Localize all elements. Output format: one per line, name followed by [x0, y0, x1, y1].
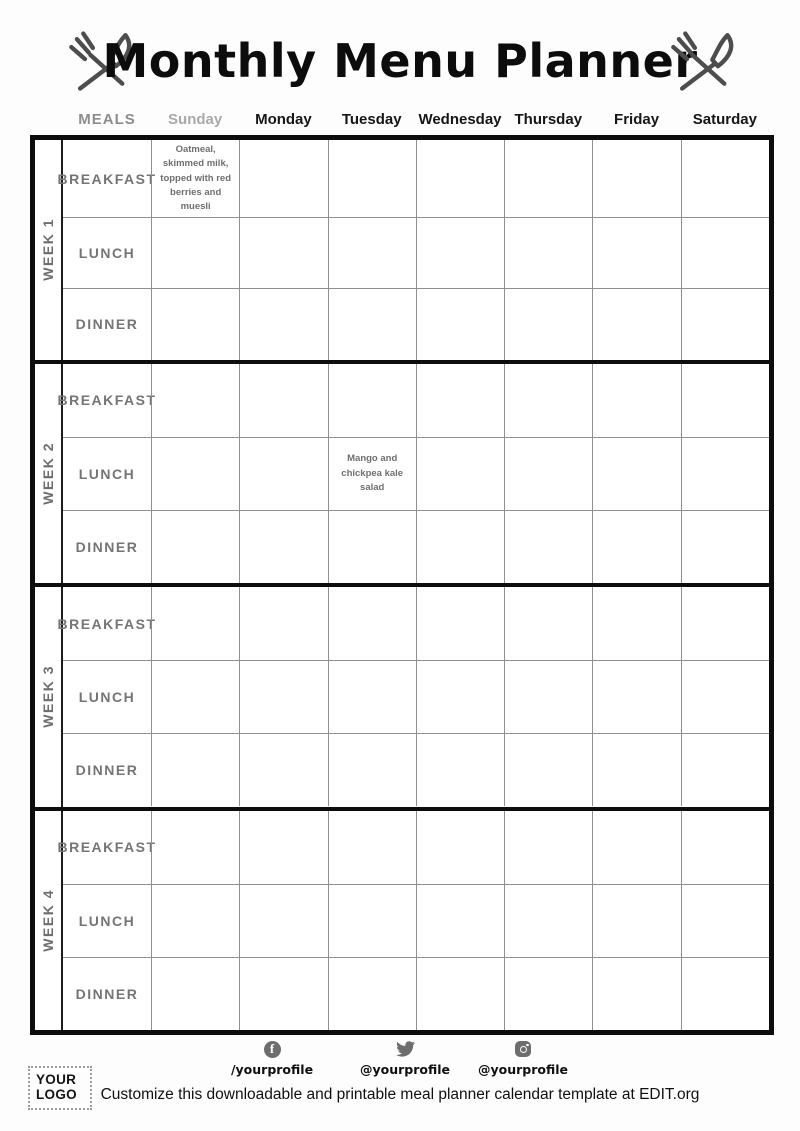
instagram-icon — [458, 1040, 588, 1058]
menu-cell-week-2-dinner-tuesday[interactable] — [328, 510, 416, 583]
menu-cell-week-1-breakfast-thursday[interactable] — [504, 140, 592, 217]
week-3-dinner-row-label: DINNER — [63, 733, 151, 806]
week-2-dinner-row-label: DINNER — [63, 510, 151, 583]
menu-cell-week-2-lunch-wednesday[interactable] — [416, 437, 504, 510]
menu-cell-week-4-dinner-sunday[interactable] — [151, 957, 239, 1030]
menu-cell-week-1-dinner-monday[interactable] — [239, 288, 327, 359]
menu-cell-week-1-breakfast-sunday[interactable] — [151, 140, 239, 217]
menu-cell-week-4-dinner-friday[interactable] — [592, 957, 680, 1030]
week-1-breakfast-row-label: BREAKFAST — [57, 170, 157, 187]
menu-cell-week-4-dinner-saturday[interactable] — [681, 957, 769, 1030]
day-header-monday: Monday — [255, 111, 312, 128]
menu-cell-week-4-breakfast-thursday[interactable] — [504, 811, 592, 884]
your-logo-placeholder[interactable]: YOUR LOGO — [28, 1066, 92, 1110]
menu-cell-week-4-lunch-friday[interactable] — [592, 884, 680, 957]
menu-cell-week-3-lunch-saturday[interactable] — [681, 660, 769, 733]
menu-cell-week-2-breakfast-wednesday[interactable] — [416, 364, 504, 437]
menu-cell-week-2-dinner-thursday[interactable] — [504, 510, 592, 583]
menu-cell-week-2-lunch-friday[interactable] — [592, 437, 680, 510]
menu-cell-week-4-lunch-saturday[interactable] — [681, 884, 769, 957]
menu-cell-week-2-breakfast-sunday[interactable] — [151, 364, 239, 437]
menu-cell-week-3-lunch-wednesday[interactable] — [416, 660, 504, 733]
week-2-section — [35, 360, 769, 584]
menu-cell-week-1-breakfast-saturday[interactable] — [681, 140, 769, 217]
menu-cell-week-1-lunch-friday[interactable] — [592, 217, 680, 288]
menu-cell-week-2-breakfast-thursday[interactable] — [504, 364, 592, 437]
week-4-lunch-row-label: LUNCH — [63, 884, 151, 957]
menu-cell-week-1-breakfast-friday[interactable] — [592, 140, 680, 217]
instagram-profile-group — [458, 1040, 588, 1077]
week-4-dinner-row-label: DINNER — [63, 957, 151, 1030]
menu-cell-week-3-lunch-thursday[interactable] — [504, 660, 592, 733]
menu-cell-week-4-breakfast-monday[interactable] — [239, 811, 327, 884]
menu-cell-week-1-lunch-wednesday[interactable] — [416, 217, 504, 288]
knife-handle — [682, 64, 715, 89]
menu-cell-week-4-lunch-sunday[interactable] — [151, 884, 239, 957]
menu-planner-table — [30, 135, 774, 1035]
menu-cell-week-1-dinner-tuesday[interactable] — [328, 288, 416, 359]
page-title: Monthly Menu Planner — [102, 34, 698, 88]
menu-cell-week-4-breakfast-friday[interactable] — [592, 811, 680, 884]
menu-cell-week-3-lunch-monday[interactable] — [239, 660, 327, 733]
menu-cell-week-3-dinner-sunday[interactable] — [151, 733, 239, 806]
menu-cell-week-2-dinner-wednesday[interactable] — [416, 510, 504, 583]
menu-cell-week-3-breakfast-tuesday[interactable] — [328, 587, 416, 660]
menu-cell-week-1-breakfast-monday[interactable] — [239, 140, 327, 217]
week-2-breakfast-row-label: BREAKFAST — [57, 392, 157, 409]
week-3-label: WEEK 3 — [40, 665, 56, 729]
menu-entry-text: Oatmeal, skimmed milk, topped with red berries and muesli — [160, 144, 231, 212]
week-2-grid — [57, 364, 769, 584]
footer-caption: Customize this downloadable and printable meal planner calendar template at EDIT.org — [100, 1086, 700, 1103]
week-4-grid — [57, 811, 769, 1031]
week-1-grid — [57, 140, 769, 360]
menu-cell-week-3-dinner-friday[interactable] — [592, 733, 680, 806]
menu-cell-week-3-breakfast-saturday[interactable] — [681, 587, 769, 660]
twitter-icon — [340, 1040, 470, 1058]
menu-cell-week-1-lunch-tuesday[interactable] — [328, 217, 416, 288]
menu-cell-week-1-dinner-sunday[interactable] — [151, 288, 239, 359]
meals-column-header: MEALS — [78, 111, 136, 128]
menu-cell-week-3-dinner-tuesday[interactable] — [328, 733, 416, 806]
menu-cell-week-3-dinner-wednesday[interactable] — [416, 733, 504, 806]
menu-cell-week-2-breakfast-monday[interactable] — [239, 364, 327, 437]
week-1-dinner-row-label: DINNER — [63, 288, 151, 359]
day-header-tuesday: Tuesday — [341, 111, 402, 128]
menu-cell-week-4-lunch-monday[interactable] — [239, 884, 327, 957]
menu-cell-week-1-dinner-friday[interactable] — [592, 288, 680, 359]
menu-cell-week-4-lunch-tuesday[interactable] — [328, 884, 416, 957]
menu-cell-week-1-lunch-monday[interactable] — [239, 217, 327, 288]
menu-cell-week-2-lunch-saturday[interactable] — [681, 437, 769, 510]
menu-cell-week-4-lunch-thursday[interactable] — [504, 884, 592, 957]
menu-cell-week-2-breakfast-tuesday[interactable] — [328, 364, 416, 437]
menu-cell-week-2-breakfast-friday[interactable] — [592, 364, 680, 437]
menu-cell-week-1-lunch-saturday[interactable] — [681, 217, 769, 288]
menu-cell-week-3-breakfast-thursday[interactable] — [504, 587, 592, 660]
day-header-thursday: Thursday — [514, 111, 583, 128]
week-3-breakfast-row-label: BREAKFAST — [57, 615, 157, 632]
menu-cell-week-3-lunch-tuesday[interactable] — [328, 660, 416, 733]
menu-cell-week-3-dinner-saturday[interactable] — [681, 733, 769, 806]
day-header-friday: Friday — [614, 111, 660, 128]
facebook-icon: f — [207, 1040, 337, 1058]
menu-cell-week-2-lunch-tuesday[interactable] — [328, 437, 416, 510]
week-3-grid — [57, 587, 769, 807]
week-4-section — [35, 807, 769, 1031]
menu-cell-week-3-breakfast-sunday[interactable] — [151, 587, 239, 660]
week-4-label: WEEK 4 — [40, 888, 56, 952]
menu-cell-week-3-lunch-friday[interactable] — [592, 660, 680, 733]
menu-cell-week-4-breakfast-saturday[interactable] — [681, 811, 769, 884]
menu-cell-week-3-lunch-sunday[interactable] — [151, 660, 239, 733]
day-header-wednesday: Wednesday — [418, 111, 502, 128]
week-2-lunch-row-label: LUNCH — [63, 437, 151, 510]
menu-cell-week-1-lunch-thursday[interactable] — [504, 217, 592, 288]
menu-cell-week-4-dinner-monday[interactable] — [239, 957, 327, 1030]
menu-cell-week-3-breakfast-wednesday[interactable] — [416, 587, 504, 660]
twitter-profile-group — [340, 1040, 470, 1077]
twitter-handle[interactable]: @yourprofile — [359, 1062, 451, 1077]
menu-cell-week-4-lunch-wednesday[interactable] — [416, 884, 504, 957]
menu-cell-week-1-dinner-wednesday[interactable] — [416, 288, 504, 359]
menu-cell-week-4-breakfast-wednesday[interactable] — [416, 811, 504, 884]
menu-cell-week-2-lunch-thursday[interactable] — [504, 437, 592, 510]
menu-cell-week-2-dinner-saturday[interactable] — [681, 510, 769, 583]
menu-cell-week-3-dinner-thursday[interactable] — [504, 733, 592, 806]
menu-cell-week-2-dinner-sunday[interactable] — [151, 510, 239, 583]
week-4-breakfast-row-label: BREAKFAST — [57, 839, 157, 856]
crossed-fork-knife-icon — [662, 28, 742, 98]
menu-cell-week-4-breakfast-sunday[interactable] — [151, 811, 239, 884]
week-1-lunch-row-label: LUNCH — [63, 217, 151, 288]
facebook-handle[interactable]: /yourprofile — [230, 1062, 314, 1077]
menu-cell-week-4-breakfast-tuesday[interactable] — [328, 811, 416, 884]
menu-cell-week-1-breakfast-tuesday[interactable] — [328, 140, 416, 217]
menu-entry-text: Mango and chickpea kale salad — [341, 453, 404, 493]
week-3-section — [35, 583, 769, 807]
week-1-label: WEEK 1 — [40, 218, 56, 282]
menu-cell-week-4-dinner-thursday[interactable] — [504, 957, 592, 1030]
menu-cell-week-2-lunch-monday[interactable] — [239, 437, 327, 510]
menu-cell-week-1-breakfast-wednesday[interactable] — [416, 140, 504, 217]
week-2-label: WEEK 2 — [40, 441, 56, 505]
menu-cell-week-1-lunch-sunday[interactable] — [151, 217, 239, 288]
menu-cell-week-2-breakfast-saturday[interactable] — [681, 364, 769, 437]
menu-cell-week-1-dinner-thursday[interactable] — [504, 288, 592, 359]
instagram-handle[interactable]: @yourprofile — [477, 1062, 569, 1077]
day-header-sunday: Sunday — [168, 111, 223, 128]
week-3-lunch-row-label: LUNCH — [63, 660, 151, 733]
menu-cell-week-4-dinner-wednesday[interactable] — [416, 957, 504, 1030]
menu-cell-week-3-breakfast-friday[interactable] — [592, 587, 680, 660]
menu-cell-week-2-dinner-friday[interactable] — [592, 510, 680, 583]
knife-blade — [712, 35, 731, 66]
menu-cell-week-2-lunch-sunday[interactable] — [151, 437, 239, 510]
menu-cell-week-3-dinner-monday[interactable] — [239, 733, 327, 806]
column-headers — [35, 102, 769, 128]
facebook-profile-group — [207, 1040, 337, 1077]
day-header-saturday: Saturday — [692, 111, 757, 128]
menu-cell-week-4-dinner-tuesday[interactable] — [328, 957, 416, 1030]
menu-cell-week-1-dinner-saturday[interactable] — [681, 288, 769, 359]
menu-cell-week-2-dinner-monday[interactable] — [239, 510, 327, 583]
menu-cell-week-3-breakfast-monday[interactable] — [239, 587, 327, 660]
week-1-section — [35, 140, 769, 360]
